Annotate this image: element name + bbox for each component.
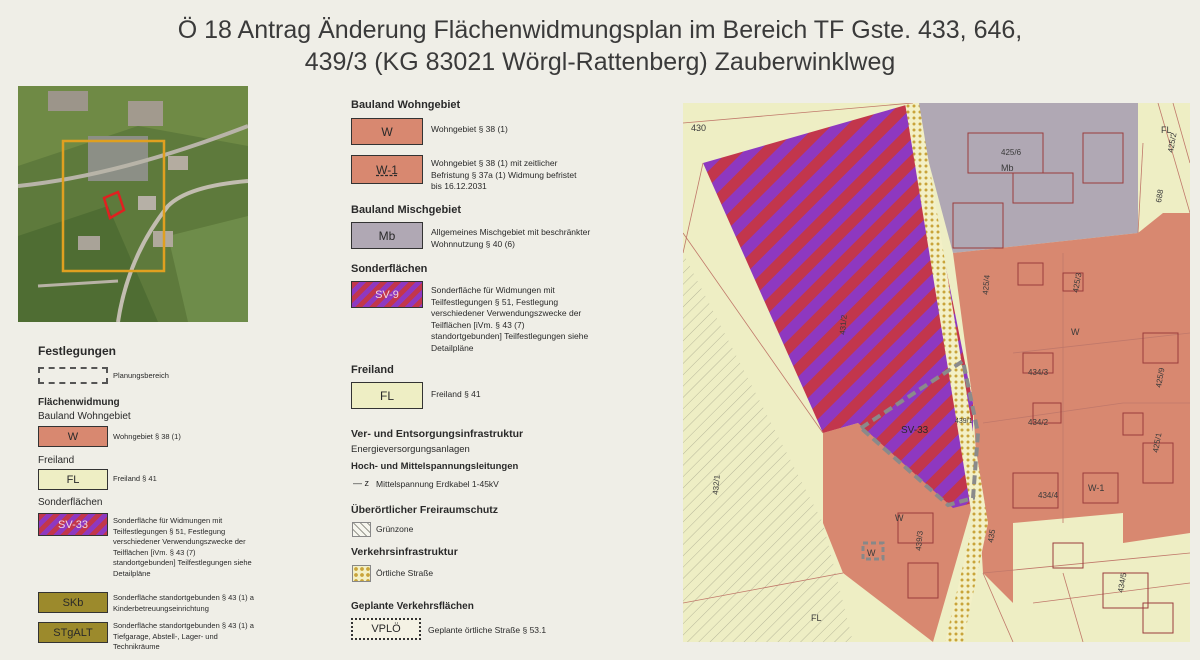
label-425-1: 425/1: [1151, 432, 1164, 454]
aerial-overview-map: [18, 86, 248, 322]
legend-mid-hoch-mittel: Hoch- und Mittelspannungsleitungen: [351, 461, 519, 472]
legend-heading-flaechenwidmung: Flächenwidmung: [38, 397, 120, 408]
label-434-3: 434/3: [1028, 368, 1049, 377]
legend-left-w-swatch: W: [38, 426, 108, 447]
label-mb: Mb: [1001, 163, 1014, 173]
legend-mid-freiland: Freiland: [351, 364, 394, 376]
legend-left-fl-swatch: FL: [38, 469, 108, 490]
label-w-mid: W: [1071, 327, 1080, 337]
planungsbereich-label: Planungsbereich: [113, 371, 169, 380]
aerial-photo: [18, 86, 248, 322]
legend-mid-w1-swatch: W-1: [351, 155, 423, 184]
label-434-4: 434/4: [1038, 491, 1059, 500]
label-430: 430: [691, 123, 707, 133]
legend-left-stgalt-desc: Sonderfläche standortgebunden § 43 (1) a Tiefgarage, Abstell-, Lager- und Technikräume: [113, 621, 254, 651]
label-431-2: 431/2: [838, 314, 849, 336]
legend-mid-erdkabel: Mittelspannung Erdkabel 1-45kV: [376, 479, 499, 489]
legend-mid-w1-desc: Wohngebiet § 38 (1) mit zeitlicher Befristung § 37a (1) Widmung befristet bis 16.12.2031: [431, 158, 577, 191]
legend-mid-fl-desc: Freiland § 41: [431, 389, 481, 399]
title-line-2: 439/3 (KG 83021 Wörgl-Rattenberg) Zauberwinklweg: [304, 48, 896, 76]
legend-left-fl-desc: Freiland § 41: [113, 474, 157, 483]
legend-left-sv33-swatch: SV-33: [38, 513, 108, 536]
legend-mid-gruenzone: Grünzone: [376, 524, 414, 534]
legend-mid-sonderflaechen: Sonderflächen: [351, 263, 428, 275]
title-line-1: Ö 18 Antrag Änderung Flächenwidmungsplan im Bereich TF Gste. 433, 646,: [177, 16, 1023, 44]
label-425-4: 425/4: [981, 274, 992, 296]
label-sv33: SV-33: [901, 425, 929, 436]
label-fl-top: FL: [1161, 125, 1172, 135]
legend-mid-ver-entsorgung: Ver- und Entsorgungsinfrastruktur: [351, 428, 524, 440]
legend-left-skb-swatch: SKb: [38, 592, 108, 613]
label-425-6: 425/6: [1001, 148, 1022, 157]
zoning-map: [683, 103, 1190, 642]
label-439-1: 439/1: [955, 418, 973, 425]
gruenzone-swatch: [352, 522, 371, 537]
label-434-5: 434/5: [1116, 572, 1129, 594]
label-w-low: W: [895, 513, 904, 523]
label-439-3: 439/3: [914, 530, 925, 552]
legend-mid-vplo-swatch: VPLÖ: [351, 618, 421, 640]
legend-mid-bauland-wohngebiet: Bauland Wohngebiet: [351, 99, 461, 111]
legend-mid-mb-desc: Allgemeines Mischgebiet mit beschränkter Wohnnutzung § 40 (6): [431, 227, 591, 249]
label-435: 435: [986, 528, 998, 544]
legend-mid-mb-swatch: Mb: [351, 222, 423, 249]
label-425-2: 425/2: [1166, 132, 1179, 154]
legend-mid-w-swatch: W: [351, 118, 423, 145]
legend-mid-energie: Energieversorgungsanlagen: [351, 444, 470, 455]
legend-mid-geplante: Geplante Verkehrsflächen: [351, 601, 474, 612]
legend-mid-freiraum: Überörtlicher Freiraumschutz: [351, 504, 499, 516]
label-w1: W-1: [1088, 483, 1105, 493]
legend-left-freiland: Freiland: [38, 455, 75, 466]
label-425-3: 425/3: [1071, 272, 1084, 294]
legend-mid-sv9-swatch: SV-9: [351, 281, 423, 308]
legend-left-sv33-desc: Sonderfläche für Widmungen mit Teilfestlegungen § 51, Festlegung verschiedener Verwendungszwecke der Teilflächen [iVm. § 43 (7) standortgebunden] Teilfestlegungen siehe Detailpläne: [113, 516, 252, 578]
label-fl-bottom: FL: [811, 613, 822, 623]
planungsbereich-swatch: [38, 367, 108, 384]
label-w-small: W: [867, 548, 876, 558]
legend-left-sonderflaechen: Sonderflächen: [38, 497, 103, 508]
legend-mid-fl-swatch: FL: [351, 382, 423, 409]
label-434-2: 434/2: [1028, 418, 1049, 427]
legend-mid-w-desc: Wohngebiet § 38 (1): [431, 124, 508, 134]
legend-mid-vplo-desc: Geplante örtliche Straße § 53.1: [428, 625, 547, 635]
legend-left-stgalt-swatch: STgALT: [38, 622, 108, 643]
legend-mid-verkehr: Verkehrsinfrastruktur: [351, 546, 458, 558]
legend-left-bauland-wohngebiet: Bauland Wohngebiet: [38, 411, 131, 422]
erdkabel-line-icon: — z: [353, 478, 370, 488]
legend-left-skb-desc: Sonderfläche standortgebunden § 43 (1) a Kinderbetreuungseinrichtung: [113, 593, 254, 613]
legend-heading-festlegungen: Festlegungen: [38, 344, 117, 358]
oertliche-strasse-swatch: [352, 565, 371, 582]
legend-mid-bauland-mischgebiet: Bauland Mischgebiet: [351, 204, 462, 216]
legend-left-w-desc: Wohngebiet § 38 (1): [113, 432, 181, 441]
zoning-map-canvas: [683, 103, 1190, 642]
legend-mid-sv9-desc: Sonderfläche für Widmungen mit Teilfestlegungen § 51, Festlegung verschiedener Verwendungszwecke der Teilflächen [iVm. § 43 (7) standortgebunden] Teilfestlegungen siehe Detailpläne: [431, 285, 589, 353]
page-title: [0, 14, 1200, 78]
label-688: 688: [1154, 188, 1166, 204]
label-432-1: 432/1: [711, 474, 722, 496]
mb-zone: [913, 103, 1138, 253]
w-zone-right: [953, 213, 1190, 603]
legend-mid-oertliche-strasse: Örtliche Straße: [376, 568, 434, 578]
label-425-9: 425/9: [1154, 367, 1167, 389]
